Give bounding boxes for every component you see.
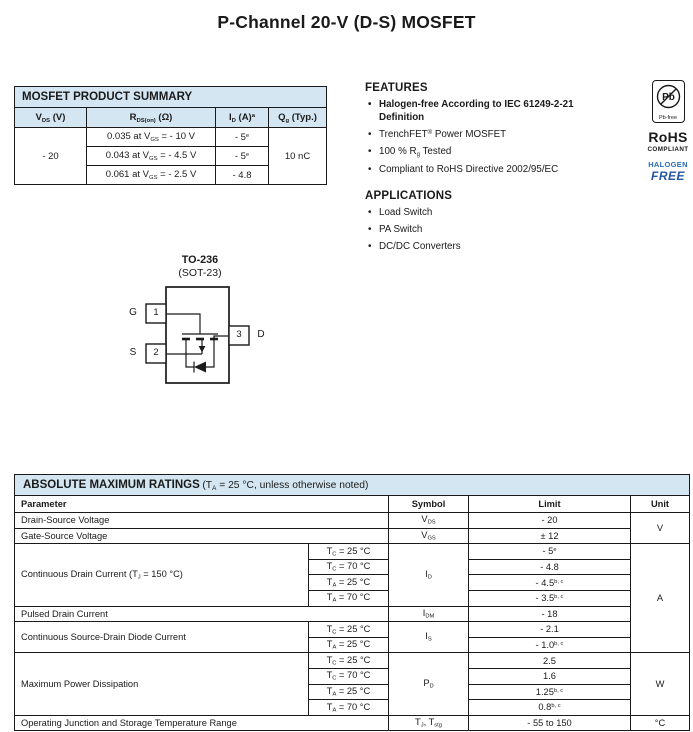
amr-header-unit: Unit	[631, 496, 690, 513]
application-item: • Load Switch	[365, 207, 643, 220]
amr-cond-cell: TA = 70 °C	[309, 700, 389, 716]
package-schematic	[120, 280, 290, 402]
feature-item: • Halogen-free According to IEC 61249-2-21 Definition	[365, 99, 643, 124]
summary-col-rds: RDS(on) (Ω)	[87, 108, 216, 128]
amr-symbol-cell: IDM	[389, 606, 469, 622]
bullet-icon: •	[368, 164, 372, 176]
amr-param-cell: Maximum Power Dissipation	[15, 653, 309, 715]
amr-symbol-cell: PD	[389, 653, 469, 715]
applications-section	[365, 190, 643, 259]
amr-cond-cell: TC = 25 °C	[309, 653, 389, 669]
amr-symbol-cell: VDS	[389, 513, 469, 529]
feature-item: • TrenchFET® Power MOSFET	[365, 129, 643, 142]
amr-cond-cell: TA = 25 °C	[309, 684, 389, 700]
summary-qg-cell: 10 nC	[269, 128, 327, 185]
summary-rds-cell: 0.035 at VGS = - 10 V	[87, 128, 216, 147]
applications-title: APPLICATIONS	[365, 190, 453, 202]
bullet-icon: •	[368, 241, 372, 253]
amr-cond-cell: TC = 70 °C	[309, 668, 389, 684]
bullet-icon: •	[368, 99, 372, 110]
amr-cond-cell: TC = 25 °C	[309, 622, 389, 638]
amr-limit-cell: 1.6	[469, 668, 631, 684]
amr-symbol-cell: ID	[389, 544, 469, 606]
table-row	[15, 528, 690, 544]
amr-param-cell: Continuous Source-Drain Diode Current	[15, 622, 309, 653]
amr-param-cell: Pulsed Drain Current	[15, 606, 389, 622]
summary-title: MOSFET PRODUCT SUMMARY	[15, 87, 327, 108]
application-item: • PA Switch	[365, 224, 643, 237]
pin-2-label: 2	[153, 347, 159, 358]
amr-limit-cell: - 3.5$^{b, c}$	[469, 590, 631, 606]
amr-note: (TA = 25 °C, unless otherwise noted)	[202, 479, 369, 492]
rohs-label: RoHS	[648, 129, 688, 145]
summary-rds-cell: 0.043 at VGS = - 4.5 V	[87, 147, 216, 166]
amr-cond-cell: TA = 25 °C	[309, 637, 389, 653]
amr-title-band	[15, 475, 690, 496]
amr-limit-cell: - 1.0$^{b, c}$	[469, 637, 631, 653]
amr-symbol-cell: IS	[389, 622, 469, 653]
pb-crossed-circle-icon	[654, 82, 683, 111]
amr-unit-cell: W	[631, 653, 690, 715]
table-row	[15, 715, 690, 731]
amr-title: ABSOLUTE MAXIMUM RATINGS	[23, 478, 200, 491]
gate-label: G	[129, 307, 137, 318]
amr-limit-cell: - 5e	[469, 544, 631, 560]
feature-item: • 100 % Rg Tested	[365, 146, 643, 160]
amr-header-symbol: Symbol	[389, 496, 469, 513]
features-title: FEATURES	[365, 82, 428, 94]
summary-id-cell: - 4.8	[216, 166, 269, 185]
pb-free-icon	[652, 80, 685, 123]
features-section	[365, 82, 643, 182]
amr-cond-cell: TA = 25 °C	[309, 575, 389, 591]
amr-unit-cell: V	[631, 513, 690, 544]
table-row	[15, 513, 690, 529]
amr-cond-cell: TC = 70 °C	[309, 559, 389, 575]
table-row	[15, 622, 690, 638]
amr-limit-cell: - 55 to 150	[469, 715, 631, 731]
package-name: TO-236	[181, 254, 219, 266]
amr-limit-cell: 2.5	[469, 653, 631, 669]
amr-param-cell: Drain-Source Voltage	[15, 513, 389, 529]
pin-1-label: 1	[153, 307, 159, 318]
svg-text:Pb: Pb	[661, 92, 675, 103]
summary-col-qg: Qg (Typ.)	[269, 108, 327, 128]
amr-limit-cell: ± 12	[469, 528, 631, 544]
drain-label: D	[257, 329, 265, 340]
amr-limit-cell: - 18	[469, 606, 631, 622]
feature-item: • Compliant to RoHS Directive 2002/95/EC	[365, 164, 643, 177]
bullet-icon: •	[368, 128, 372, 140]
compliance-badges	[644, 80, 692, 183]
amr-param-cell: Gate-Source Voltage	[15, 528, 389, 544]
amr-unit-cell: A	[631, 544, 690, 653]
table-row	[15, 544, 690, 560]
summary-vds-cell: - 20	[15, 128, 87, 185]
source-label: S	[129, 347, 137, 358]
summary-col-vds: VDS (V)	[15, 108, 87, 128]
amr-limit-cell: 0.8$^{b, c}$	[469, 700, 631, 716]
table-row	[15, 606, 690, 622]
summary-col-id: ID $(A)^a$	[216, 108, 269, 128]
package-variant: (SOT-23)	[178, 267, 222, 279]
application-item: • DC/DC Converters	[365, 241, 643, 254]
amr-param-cell: Continuous Drain Current (TJ = 150 °C)	[15, 544, 309, 606]
halogen-label: HALOGEN	[648, 160, 688, 169]
amr-limit-cell: - 20	[469, 513, 631, 529]
summary-rds-cell: 0.061 at VGS = - 2.5 V	[87, 166, 216, 185]
summary-row	[15, 128, 327, 147]
table-row	[15, 653, 690, 669]
amr-limit-cell: - 2.1	[469, 622, 631, 638]
amr-limit-cell: - 4.5$^{b, c}$	[469, 575, 631, 591]
amr-limit-cell: 1.25$^{b, c}$	[469, 684, 631, 700]
bullet-icon: •	[368, 146, 372, 158]
amr-limit-cell: - 4.8	[469, 559, 631, 575]
halogen-free-label: FREE	[650, 169, 685, 183]
amr-header-limit: Limit	[469, 496, 631, 513]
compliant-label: COMPLIANT	[647, 146, 689, 153]
amr-cond-cell: TC = 25 °C	[309, 544, 389, 560]
amr-symbol-cell: TJ, Tstg	[389, 715, 469, 731]
page-title: P-Channel 20-V (D-S) MOSFET	[217, 12, 476, 32]
amr-symbol-cell: VGS	[389, 528, 469, 544]
bullet-icon: •	[368, 207, 372, 218]
pb-free-label: Pb-free	[658, 115, 678, 121]
summary-id-cell: - 5e	[216, 128, 269, 147]
amr-header-parameter: Parameter	[15, 496, 389, 513]
product-summary-table	[14, 86, 327, 185]
bullet-icon: •	[368, 224, 372, 236]
absolute-maximum-ratings-table	[14, 474, 690, 731]
amr-cond-cell: TA = 70 °C	[309, 590, 389, 606]
amr-param-cell: Operating Junction and Storage Temperature Range	[15, 715, 389, 731]
pin-3-label: 3	[236, 329, 242, 340]
amr-unit-cell: °C	[631, 715, 690, 731]
summary-id-cell: - 5e	[216, 147, 269, 166]
